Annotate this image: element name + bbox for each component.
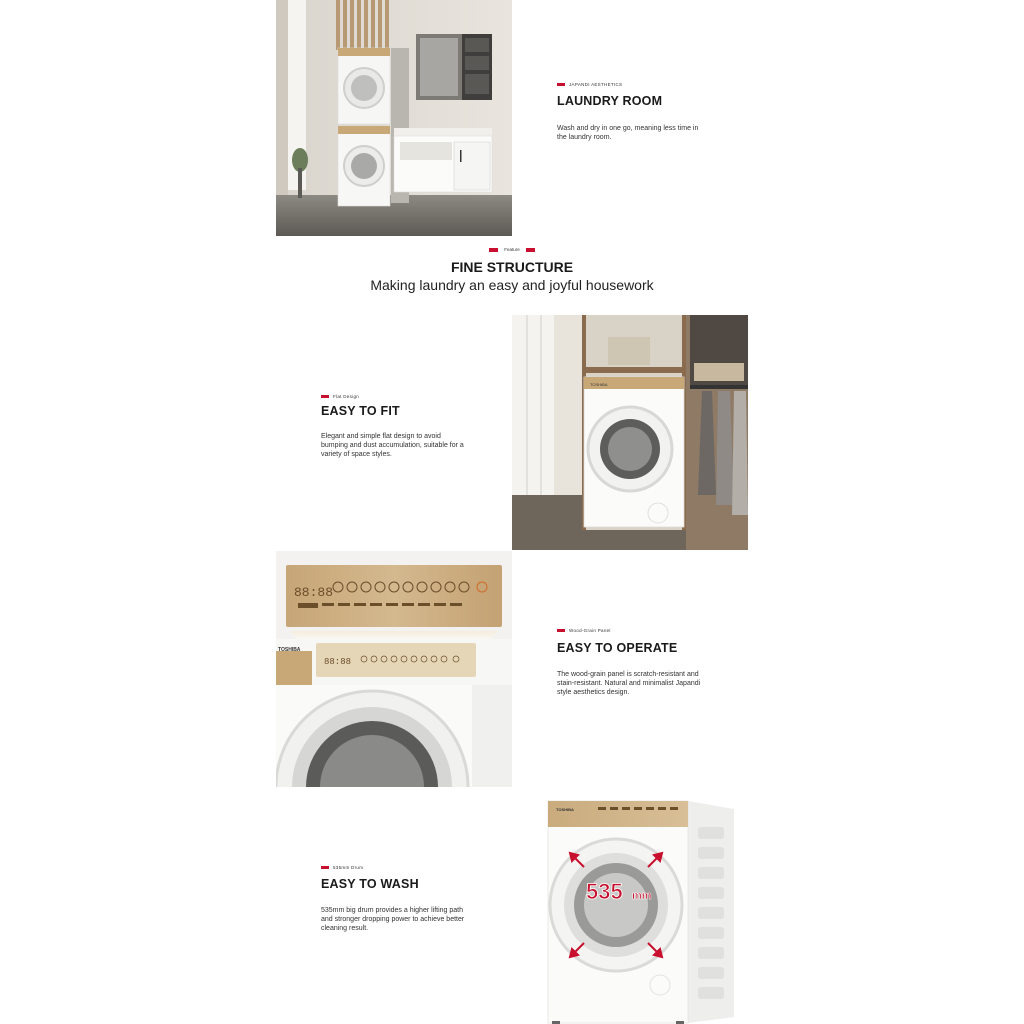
easy-to-wash-desc: 535mm big drum provides a higher lifting path and stronger dropping power to achieve better cleaning result. [321,907,465,932]
laundry-room-desc: Wash and dry in one go, meaning less time in the laundry room. [557,125,699,141]
brand-text: TOSHIBA [556,807,574,812]
red-accent-mark [321,866,329,869]
easy-to-wash-tag [321,865,363,870]
red-accent-mark [526,248,535,252]
control-panel-photo [276,551,512,787]
easy-to-fit-tag-label: Flat Design [333,394,360,399]
drum-size-unit: mm [632,890,652,902]
red-accent-mark [557,83,565,86]
display-digits-large: 88:88 [294,585,334,600]
laundry-room-photo [276,0,512,236]
laundry-room-tag-label: JAPANDI AESTHETICS [569,82,623,87]
easy-to-operate-desc: The wood-grain panel is scratch-resistant and stain-resistant. Natural and minimalist Japandi style aesthetics design. [557,671,701,696]
feature-tag-label: Feature [504,247,520,252]
brand-text: TOSHIBA [590,382,608,387]
easy-to-wash-title: EASY TO WASH [321,877,419,891]
easy-to-wash-tag-label: 535mm Drum [333,865,364,870]
feature-subtitle: Making laundry an easy and joyful housework [370,277,654,293]
control-panel-illustration [276,551,512,787]
red-accent-mark [557,629,565,632]
easy-to-operate-title: EASY TO OPERATE [557,641,678,655]
easy-to-operate-tag [557,628,611,633]
red-accent-mark [489,248,498,252]
easy-to-fit-desc: Elegant and simple flat design to avoid bumping and dust accumulation, suitable for a variety of space styles. [321,433,464,458]
feature-tag [0,247,1024,252]
drum-photo [512,787,748,1024]
laundry-room-illustration [276,0,512,236]
feature-title: FINE STRUCTURE [450,259,574,275]
easy-to-operate-tag-label: Wood-Grain Panel [569,628,611,633]
display-digits-small: 88:88 [324,657,352,667]
brand-text: TOSHIBA [278,647,301,653]
laundry-room-tag [557,82,622,87]
easy-to-fit-title: EASY TO FIT [321,404,400,418]
laundry-room-title: LAUNDRY ROOM [557,94,663,108]
easy-to-fit-photo [512,315,748,550]
washer-drum-illustration [512,787,748,1024]
drum-size-number: 535 [586,879,623,904]
easy-to-fit-tag [321,394,359,399]
red-accent-mark [321,395,329,398]
washer-in-closet-illustration [512,315,748,550]
